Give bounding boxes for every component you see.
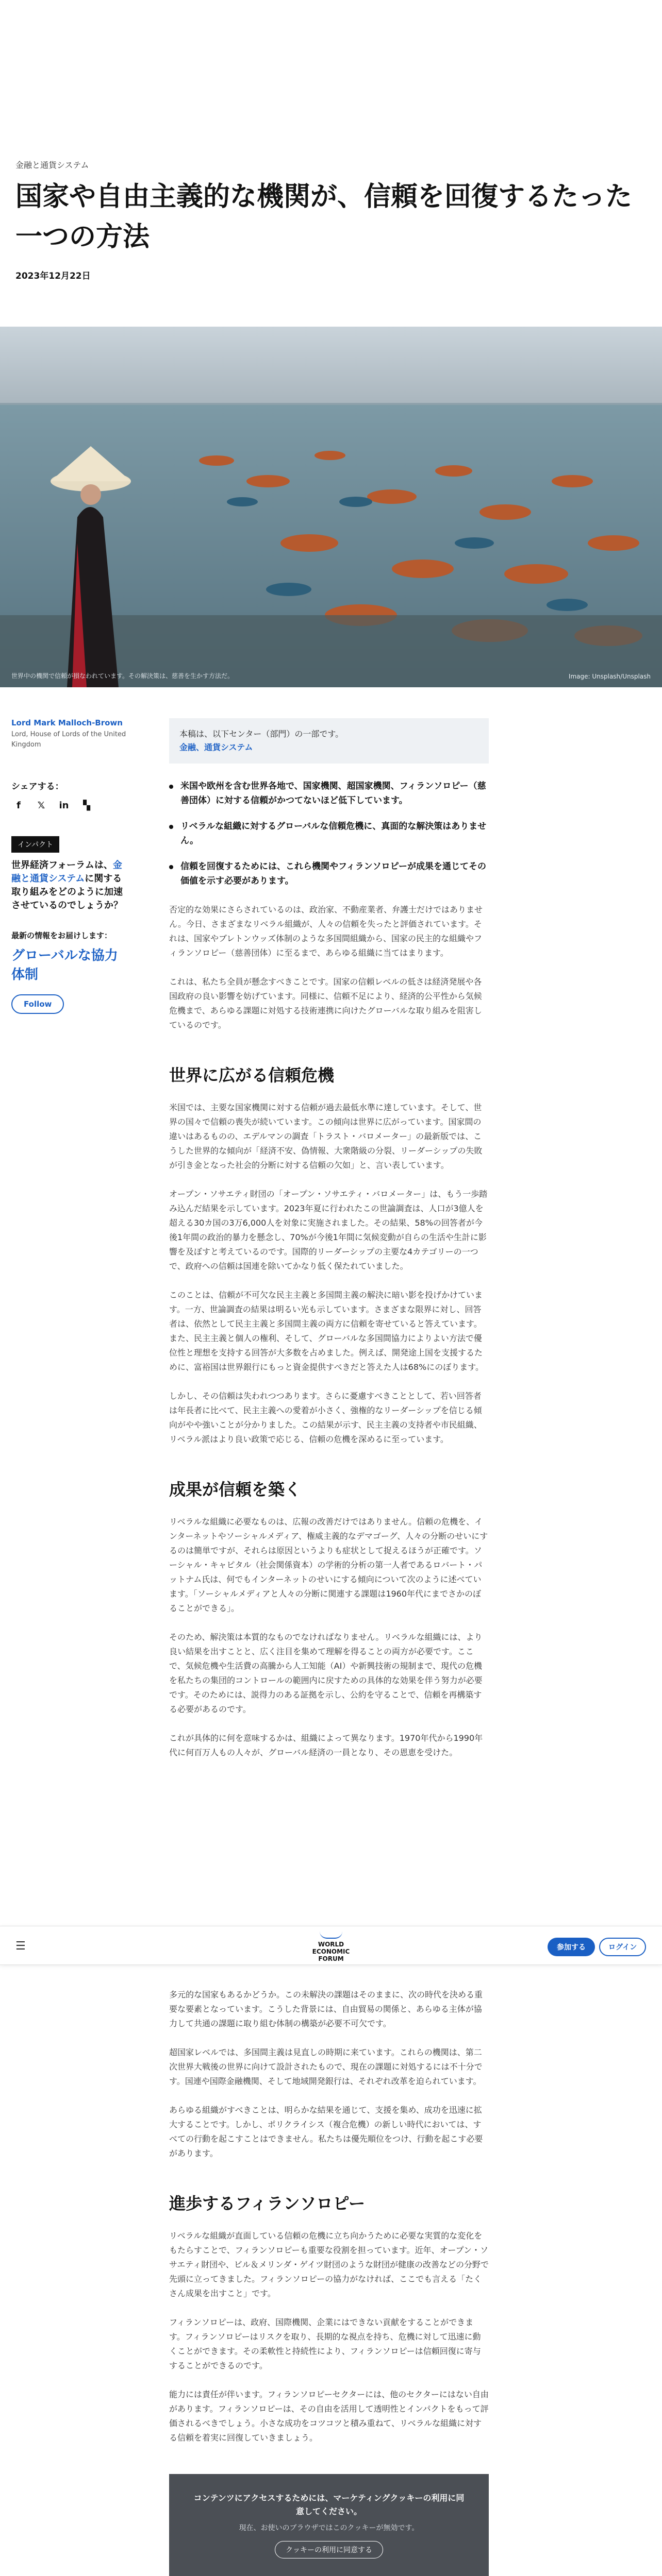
sticky-header: [0, 1926, 662, 1965]
x-icon[interactable]: 𝕏: [37, 800, 45, 811]
follow-button[interactable]: Follow: [11, 994, 64, 1014]
impact-text-pre: 世界経済フォーラムは、: [11, 860, 113, 871]
paragraph: あらゆる組織がすべきことは、明らかな結果を通じて、支援を集め、成功を迅速に拡大することです。しかし、ポリクライシス（複合危機）の新しい時代においては、すべての行動を起こすことはできません。私たちは優先順位をつけ、行動を起こす必要があります。: [169, 2105, 483, 2158]
menu-icon[interactable]: ☰: [15, 1940, 26, 1953]
login-button[interactable]: ログイン: [599, 1938, 646, 1956]
author-role: Lord, House of Lords of the United Kingdom: [11, 731, 126, 749]
key-point: [169, 819, 489, 848]
key-point: [169, 779, 489, 808]
paragraph: 超国家レベルでは、多国間主義は見直しの時期に来ています。これらの機関は、第二次世界大戦後の世界に向けて設計されたもので、現在の課題に対処するには不十分です。国連や国際金融機関、そして地域開発銀行は、それぞれ改革を迫られています。: [169, 2047, 483, 2086]
impact-text: [11, 859, 130, 912]
logo-line: ECONOMIC: [312, 1948, 350, 1955]
section-heading: 世界に広がる信頼危機: [169, 1065, 335, 1085]
paragraph: しかし、その信頼は失われつつあります。さらに憂慮すべきこととして、若い回答者は年長者に比べて、民主主義への愛着が小さく、強権的なリーダーシップを信じる傾向がやや強いことが分かりました。この結果が示す、民主主義の支持者や市民組織、リベラル派はより良い政策で応じる、信頼の危機を深めるに至っています。: [169, 1391, 482, 1444]
paragraph: このことは、信頼が不可欠な民主主義と多国間主義の解決に暗い影を投げかけています。一方、世論調査の結果は明るい光も示しています。さまざまな限界に対し、回答者は、依然として民主主義と多国間主義の両方に信頼を寄せていると答えています。また、民主主義と個人の権利、そして、グローバルな多国間協力によりよい方法で優位性と理想を支持する回答が大多数を占めました。例えば、開発途上国を支援するために、富裕国は世界銀行にもっと資金提供すべきだと答えた人は68%にのぼります。: [169, 1290, 484, 1372]
center-note-text: 本稿は、以下センター（部門）の一部です。: [179, 729, 344, 739]
key-point-text: リベラルな組織に対するグローバルな信頼危機に、真面的な解決策はありません。: [180, 821, 487, 846]
left-sidebar: [11, 718, 130, 1014]
wef-logo-mark: [320, 1931, 342, 1939]
accept-cookies-button[interactable]: クッキーの利用に同意する: [275, 2541, 383, 2558]
key-points: [169, 779, 489, 888]
logo-line: WORLD: [318, 1941, 344, 1948]
section-heading: 成果が信頼を築く: [169, 1480, 302, 1499]
follow-topic[interactable]: グローバルな協力体制: [11, 948, 118, 982]
bullet-icon: [169, 825, 173, 829]
impact-badge: インパクト: [11, 836, 59, 853]
author-name[interactable]: Lord Mark Malloch-Brown: [11, 718, 123, 727]
paragraph: これは、私たち全員が懸念すべきことです。国家の信頼レベルの低さは経済発展や各国政府の良い影響を妨げています。同様に、信頼不足により、経済的公平性から気候危機まで、あらゆる課題に対処する技術連携に向けたグローバルな取り組みを阻害しているのです。: [169, 977, 482, 1030]
paragraph: 多元的な国家もあるかどうか。この未解決の課題はそのままに、次の時代を決める重要な要素となっています。こうした背景には、自由貿易の関係と、あらゆる主体が協力して共通の課題に取り組む体制の構築が必要不可欠です。: [169, 1990, 483, 2028]
paragraph: オープン・ソサエティ財団の「オープン・ソサエティ・バロメーター」は、もう一歩踏み込んだ結果を示しています。2023年夏に行われたこの世論調査は、人口が3億人を超える30カ国の3万6,000人を対象に実施されました。その結果、58%の回答者が今後1年間の政治的暴力を懸念し、70%が今後1年間に気候変動が自らの生活や生計に影響を及ぼすと考えているのです。国際的リーダーシップの主要な4カテゴリーの一つで、政府への信頼は国連を除いてかなり低く保たれていました。: [169, 1189, 488, 1271]
paragraph: 米国では、主要な国家機関に対する信頼が過去最低水準に達しています。そして、世界の国々で信頼の喪失が続いています。この傾向は世界に広がっています。国家間の違いはあるものの、エデルマンの調査「トラスト・バロメーター」の最新版では、こうした世界的な傾向が「経済不安、偽情報、大衆階級の分裂、リーダーシップの失敗が引き金となった社会的分断に対する信頼の欠如」と、言い表しています。: [169, 1103, 483, 1170]
paragraph: これが具体的に何を意味するかは、組織によって異なります。1970年代から1990年代に何百万人もの人々が、グローバル経済の一員となり、その恩恵を受けた。: [169, 1733, 483, 1757]
page-title: 国家や自由主義的な機関が、信頼を回復するたった一つの方法: [15, 181, 633, 252]
wef-logo[interactable]: [305, 1931, 357, 1960]
share-label: シェアする：: [11, 782, 64, 792]
bullet-icon: [169, 785, 173, 789]
join-button[interactable]: 参加する: [548, 1938, 595, 1956]
follow-label: 最新の情報をお届けします：: [11, 931, 112, 940]
linkedin-icon[interactable]: in: [59, 800, 69, 811]
paragraph: リベラルな組織が直面している信頼の危機に立ち向かうために必要な実質的な変化をもたらすことで、フィランソロピーも重要な役割を担っています。近年、オープン・ソサエティ財団や、ビル＆メリンダ・ゲイツ財団のような財団が健康の改善などの分野で先頭に立ってきました。フィランソロピーの協力がなければ、ここでも言える「たくさん成果を出すこと」です。: [169, 2231, 489, 2298]
paragraph: フィランソロピーは、政府、国際機関、企業にはできない貢献をすることができます。フィランソロピーはリスクを取り、長期的な視点を持ち、危機に対して迅速に動くことができます。その柔軟性と持続性により、フィランソロピーは信頼回復に寄与することができるのです。: [169, 2317, 481, 2370]
hero-credit: Image: Unsplash/Unsplash: [568, 673, 651, 680]
share-icons: [11, 798, 130, 812]
center-note-link[interactable]: 金融、通貨システム: [179, 742, 253, 752]
impact-text-post: に関する取り組みをどのように加速させているのでしょうか？: [11, 873, 123, 911]
publish-date: 2023年12月22日: [15, 271, 91, 281]
center-note: [169, 718, 489, 764]
section-heading: 進歩するフィランソロピー: [169, 2194, 366, 2213]
cookie-consent-text: コンテンツにアクセスするためには、マーケティングクッキーの利用に同意してください。: [193, 2493, 465, 2516]
key-point-text: 信頼を回復するためには、これら機関やフィランソロピーが成果を通じてその価値を示す必要があります。: [180, 861, 486, 886]
paragraph: そのため、解決策は本質的なものでなければなりません。リベラルな組織には、より良い結果を出すことと、広く注目を集めて理解を得ることの両方が必要です。ここで、気候危機や生活費の高騰から人工知能（AI）や新興技術の規制まで、現代の危機を私たちの集団的コントロールの範囲内に戻すための具体的な効果を伴う努力が必要です。そのためには、説得力のある証拠を示し、公約を守ることで、信頼を再構築する必要があるのです。: [169, 1632, 483, 1714]
harbor-photo: [0, 327, 662, 687]
article-kicker[interactable]: 金融と通貨システム: [15, 160, 89, 170]
key-point: [169, 859, 489, 888]
article-body: [169, 718, 489, 1760]
paragraph: リベラルな組織に必要なものは、広報の改善だけではありません。信頼の危機を、インターネットやソーシャルメディア、権威主義的なデマゴーグ、人々の分断のせいにするのは簡単ですが、それらは原因というよりも症状として捉えるほうが正確です。ソーシャル・キャピタル（社会関係資本）の学術的分析の第一人者であるロバート・パットナム氏は、何でもインターネットのせいにする傾向について次のように述べています。「ソーシャルメディアと人々の分断に関連する課題は1960年代にまでさかのぼることができる」。: [169, 1517, 488, 1613]
cookie-consent-subtext: 現在、お使いのブラウザではこのクッキーが無効です。: [239, 2524, 419, 2532]
flipboard-icon[interactable]: ▚: [83, 800, 90, 811]
article-body-continued: [169, 1973, 489, 2576]
logo-line: FORUM: [318, 1955, 344, 1962]
bullet-icon: [169, 865, 173, 869]
paragraph: 否定的な効果にさらされているのは、政治家、不動産業者、弁護士だけではありません。今日、さまざまなリベラル組織が、人々の信頼を失ったと評価されています。それは、国家やブレトンウッズ体制のような多国間組織から、国家の民主的な組織やフィランソロピー（慈善団体）に至るまで、あらゆる組織に当てはまります。: [169, 905, 483, 958]
facebook-icon[interactable]: f: [16, 800, 21, 811]
hero-caption: 世界中の機関で信頼が損なわれています。その解決策は、慈善を生かす方法だ。: [11, 672, 234, 680]
paragraph: 能力には責任が伴います。フィランソロピーセクターには、他のセクターにはない自由があります。フィランソロピーは、その自由を活用して透明性とインパクトをもって評価されるべきでしょう。小さな成功をコツコツと積み重ねて、リベラルな組織に対する信頼を着実に回復していきましょう。: [169, 2389, 489, 2443]
article-header: [0, 0, 662, 281]
cookie-consent-box: [169, 2474, 489, 2576]
hero-image: [0, 327, 662, 687]
impact-link[interactable]: 金融と通貨システム: [11, 860, 122, 884]
key-point-text: 米国や欧州を含む世界各地で、国家機関、超国家機関、フィランソロピー（慈善団体）に対する信頼がかつてないほど低下しています。: [180, 781, 486, 806]
